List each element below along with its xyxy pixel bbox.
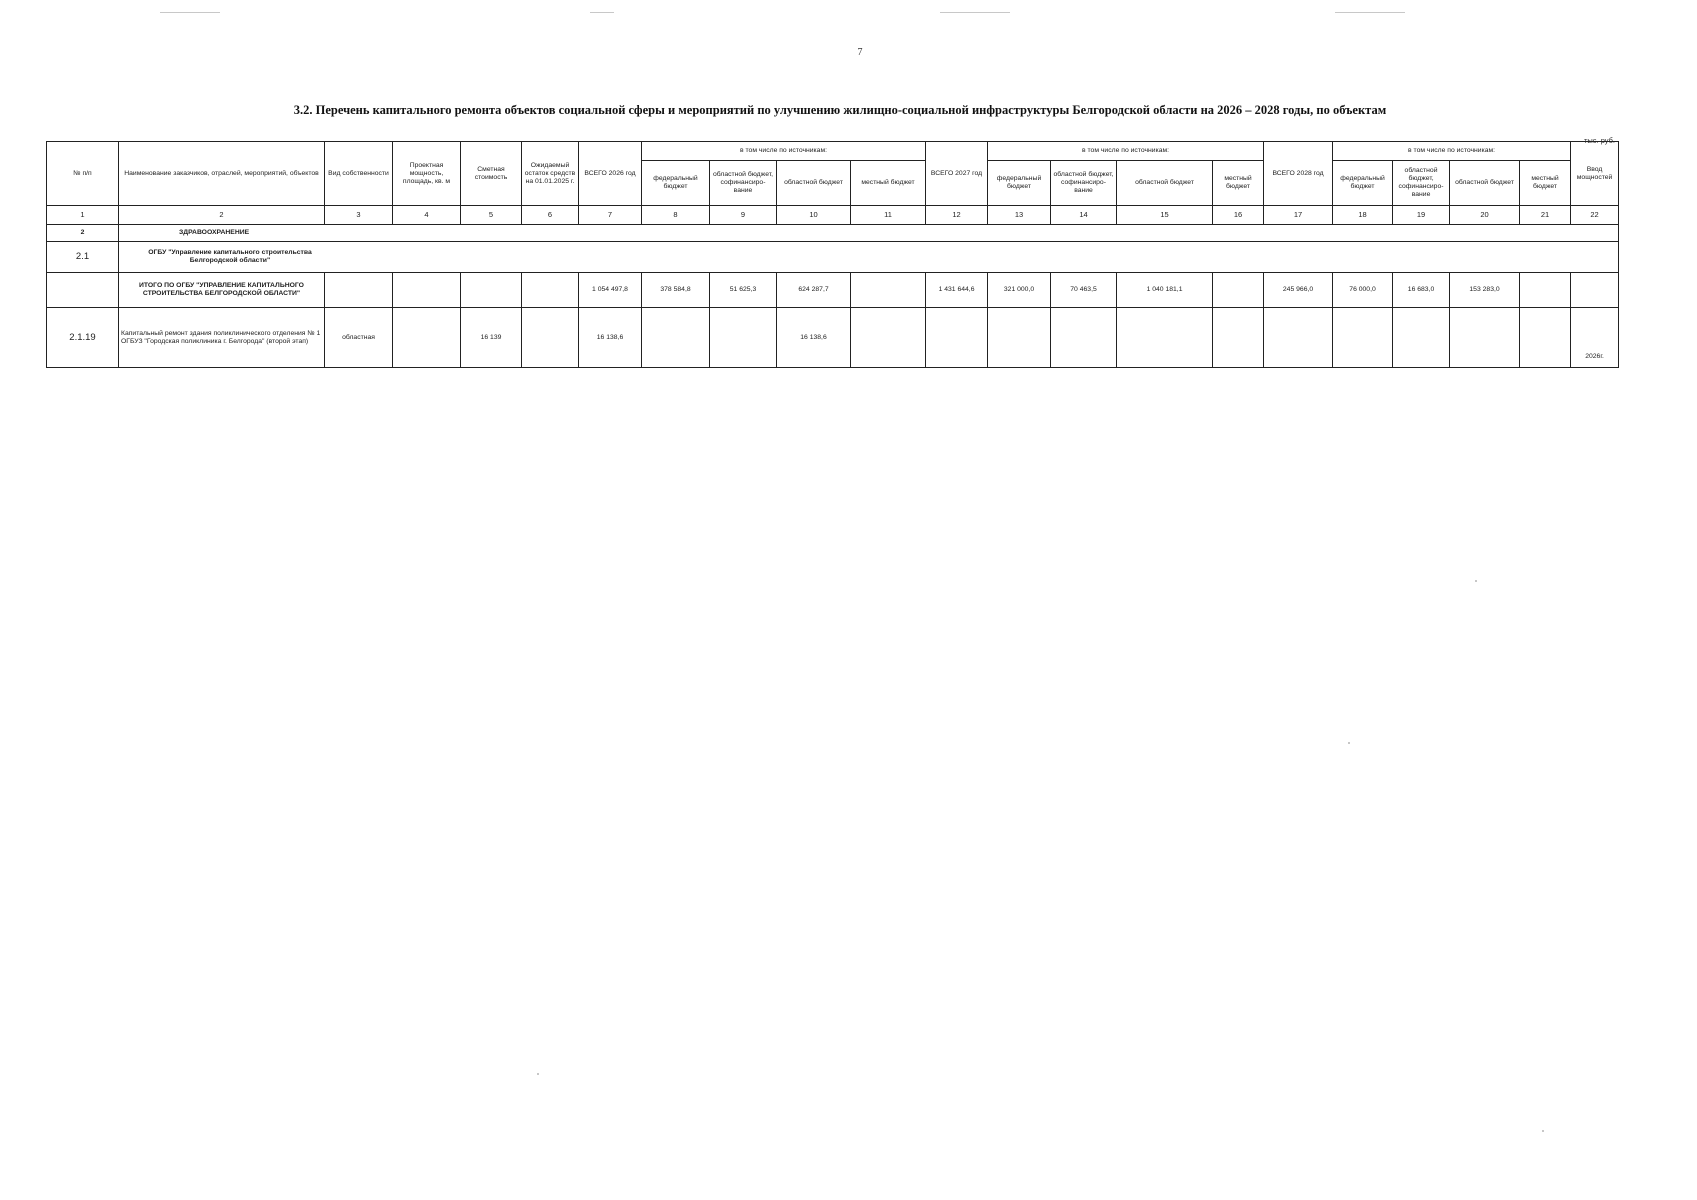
header-ownership: Вид собственности bbox=[325, 142, 393, 206]
header-estimate: Сметная стоимость bbox=[461, 142, 522, 206]
org-name bbox=[119, 242, 1619, 273]
cell-empty bbox=[926, 308, 988, 368]
total-regional-2026: 624 287,7 bbox=[777, 273, 851, 308]
column-number: 8 bbox=[642, 206, 710, 225]
cell-empty bbox=[1117, 308, 1213, 368]
total-2028: 245 966,0 bbox=[1264, 273, 1333, 308]
item-commissioning: 2026г. bbox=[1571, 308, 1619, 368]
cell-empty bbox=[393, 308, 461, 368]
column-number: 20 bbox=[1450, 206, 1520, 225]
scan-artifact bbox=[1335, 12, 1405, 13]
column-number: 7 bbox=[579, 206, 642, 225]
header-local: местный бюджет bbox=[1520, 161, 1571, 206]
section-num: 2 bbox=[47, 225, 119, 242]
cell-empty bbox=[461, 273, 522, 308]
cell-empty bbox=[1450, 308, 1520, 368]
cell-empty bbox=[1051, 308, 1117, 368]
cell-empty bbox=[393, 273, 461, 308]
header-regional: областной бюджет bbox=[777, 161, 851, 206]
table-row-total bbox=[47, 273, 1619, 308]
total-local-2026 bbox=[851, 273, 926, 308]
page-number: 7 bbox=[857, 47, 863, 58]
total-name: ИТОГО ПО ОГБУ "УПРАВЛЕНИЕ КАПИТАЛЬНОГО СТРОИТЕЛЬСТВА БЕЛГОРОДСКОЙ ОБЛАСТИ" bbox=[119, 273, 325, 308]
org-num: 2.1 bbox=[47, 242, 119, 273]
header-sources-2026: в том числе по источникам: bbox=[642, 142, 926, 161]
header-regional: областной бюджет bbox=[1450, 161, 1520, 206]
units-label: тыс. руб. bbox=[1583, 136, 1615, 145]
header-cofinance: областной бюджет, софинансиро-вание bbox=[1051, 161, 1117, 206]
total-cofinance-2027: 70 463,5 bbox=[1051, 273, 1117, 308]
column-number: 5 bbox=[461, 206, 522, 225]
header-name: Наименование заказчиков, отраслей, мероприятий, объектов bbox=[119, 142, 325, 206]
cell-empty bbox=[522, 308, 579, 368]
item-ownership: областная bbox=[325, 308, 393, 368]
item-name: Капитальный ремонт здания поликлинического отделения № 1 ОГБУЗ "Городская поликлиника г. Белгорода" (второй этап) bbox=[119, 308, 325, 368]
scan-speck bbox=[1348, 742, 1350, 744]
org-name-text: ОГБУ "Управление капитального строительства Белгородской области" bbox=[148, 249, 312, 264]
header-local: местный бюджет bbox=[1213, 161, 1264, 206]
item-num: 2.1.19 bbox=[47, 308, 119, 368]
page-title: 3.2. Перечень капитального ремонта объектов социальной сферы и мероприятий по улучшению жилищно-социальной инфраструктуры Белгородской области на 2026 – 2028 годы, по объектам bbox=[293, 103, 1387, 117]
column-number: 11 bbox=[851, 206, 926, 225]
header-row bbox=[47, 142, 1619, 161]
scan-speck bbox=[537, 1073, 539, 1075]
total-federal-2028: 76 000,0 bbox=[1333, 273, 1393, 308]
total-regional-2028: 153 283,0 bbox=[1450, 273, 1520, 308]
item-total-2026: 16 138,6 bbox=[579, 308, 642, 368]
column-number: 21 bbox=[1520, 206, 1571, 225]
header-sources-2028: в том числе по источникам: bbox=[1333, 142, 1571, 161]
cell-empty bbox=[1520, 308, 1571, 368]
header-sources-2027: в том числе по источникам: bbox=[988, 142, 1264, 161]
header-federal: федеральный бюджет bbox=[988, 161, 1051, 206]
section-row bbox=[47, 225, 1619, 242]
cell-empty bbox=[988, 308, 1051, 368]
cell-empty bbox=[47, 273, 119, 308]
header-federal: федеральный бюджет bbox=[1333, 161, 1393, 206]
column-number: 3 bbox=[325, 206, 393, 225]
header-commissioning: Ввод мощностей bbox=[1571, 142, 1619, 206]
column-number: 10 bbox=[777, 206, 851, 225]
cell-empty bbox=[1264, 308, 1333, 368]
total-2026: 1 054 497,8 bbox=[579, 273, 642, 308]
org-row bbox=[47, 242, 1619, 273]
scan-speck bbox=[1542, 1130, 1544, 1132]
header-total-2027: ВСЕГО 2027 год bbox=[926, 142, 988, 206]
header-cofinance: областной бюджет, софинансиро-вание bbox=[710, 161, 777, 206]
scan-artifact bbox=[160, 12, 220, 13]
column-number: 2 bbox=[119, 206, 325, 225]
column-number: 22 bbox=[1571, 206, 1619, 225]
header-remainder: Ожидаемый остаток средств на 01.01.2025 г. bbox=[522, 142, 579, 206]
column-number: 19 bbox=[1393, 206, 1450, 225]
section-name: ЗДРАВООХРАНЕНИЕ bbox=[119, 225, 1619, 242]
column-number: 13 bbox=[988, 206, 1051, 225]
scan-artifact bbox=[590, 12, 614, 13]
table-row-item bbox=[47, 308, 1619, 368]
cell-empty bbox=[325, 273, 393, 308]
total-cofinance-2026: 51 625,3 bbox=[710, 273, 777, 308]
total-local-2028 bbox=[1520, 273, 1571, 308]
cell-empty bbox=[1213, 308, 1264, 368]
total-commissioning bbox=[1571, 273, 1619, 308]
column-number: 9 bbox=[710, 206, 777, 225]
cell-empty bbox=[710, 308, 777, 368]
total-2027: 1 431 644,6 bbox=[926, 273, 988, 308]
cell-empty bbox=[522, 273, 579, 308]
cell-empty bbox=[1393, 308, 1450, 368]
cell-empty bbox=[642, 308, 710, 368]
column-number: 16 bbox=[1213, 206, 1264, 225]
header-total-2028: ВСЕГО 2028 год bbox=[1264, 142, 1333, 206]
total-cofinance-2028: 16 683,0 bbox=[1393, 273, 1450, 308]
column-number: 6 bbox=[522, 206, 579, 225]
total-federal-2027: 321 000,0 bbox=[988, 273, 1051, 308]
scan-speck bbox=[1475, 580, 1477, 582]
cell-empty bbox=[851, 308, 926, 368]
column-number: 14 bbox=[1051, 206, 1117, 225]
header-federal: федеральный бюджет bbox=[642, 161, 710, 206]
total-federal-2026: 378 584,8 bbox=[642, 273, 710, 308]
column-number: 12 bbox=[926, 206, 988, 225]
item-regional-2026: 16 138,6 bbox=[777, 308, 851, 368]
header-total-2026: ВСЕГО 2026 год bbox=[579, 142, 642, 206]
column-number: 4 bbox=[393, 206, 461, 225]
total-local-2027 bbox=[1213, 273, 1264, 308]
header-num: № п/п bbox=[47, 142, 119, 206]
item-estimate: 16 139 bbox=[461, 308, 522, 368]
column-number: 18 bbox=[1333, 206, 1393, 225]
column-number: 17 bbox=[1264, 206, 1333, 225]
header-regional: областной бюджет bbox=[1117, 161, 1213, 206]
header-cofinance: областной бюджет, софинансиро-вание bbox=[1393, 161, 1450, 206]
column-number-row bbox=[47, 206, 1619, 225]
total-regional-2027: 1 040 181,1 bbox=[1117, 273, 1213, 308]
column-number: 1 bbox=[47, 206, 119, 225]
cell-empty bbox=[1333, 308, 1393, 368]
header-local: местный бюджет bbox=[851, 161, 926, 206]
column-number: 15 bbox=[1117, 206, 1213, 225]
scan-artifact bbox=[940, 12, 1010, 13]
capital-repair-table bbox=[46, 141, 1619, 368]
header-capacity: Проектная мощность, площадь, кв. м bbox=[393, 142, 461, 206]
